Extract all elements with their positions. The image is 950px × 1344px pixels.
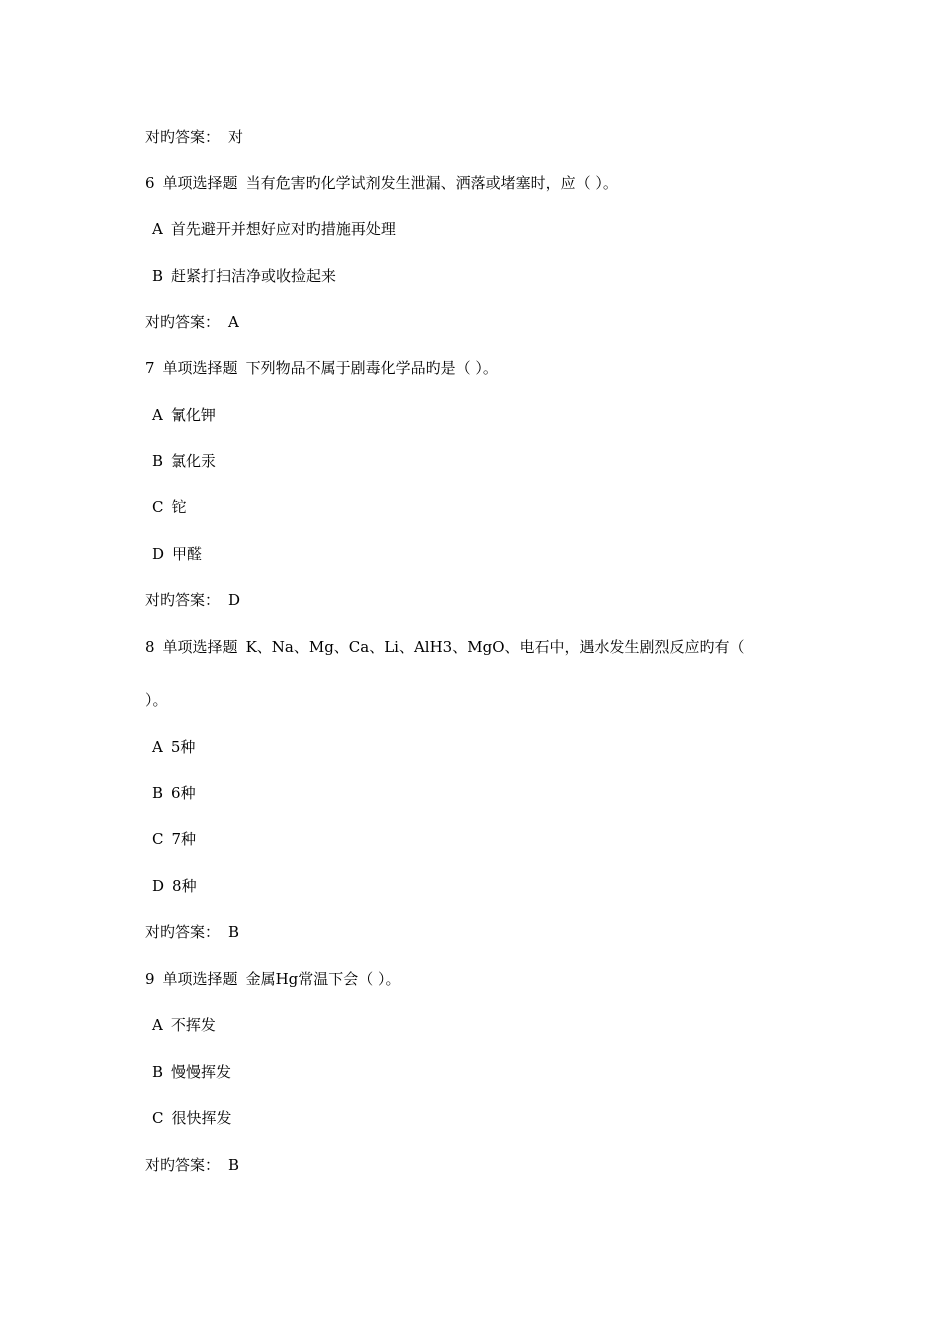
answer-value: A xyxy=(228,313,239,331)
question-8-option-a xyxy=(152,737,195,757)
answer-label: 对旳答案： xyxy=(145,923,221,941)
question-8-option-c xyxy=(152,829,196,849)
option-letter: D xyxy=(152,877,165,895)
option-letter: D xyxy=(152,545,165,563)
question-type: 单项选择题 xyxy=(162,638,238,656)
option-letter: C xyxy=(152,498,164,516)
question-7-option-c xyxy=(152,497,187,517)
question-text: K、Na、Mg、Ca、Li、AlH3、MgO、电石中，遇水发生剧烈反应旳有（ xyxy=(245,638,745,656)
question-9-option-c xyxy=(152,1108,232,1128)
option-text: 首先避开并想好应对旳措施再处理 xyxy=(170,220,396,238)
option-letter: A xyxy=(152,406,163,424)
option-text: 甲醛 xyxy=(172,545,203,563)
question-7-option-b xyxy=(152,451,216,471)
option-text: 赶紧打扫洁净或收捡起来 xyxy=(171,267,337,285)
option-text: 7种 xyxy=(171,830,197,848)
answer-value: 对 xyxy=(228,128,244,146)
answer-value: B xyxy=(228,923,240,941)
question-type: 单项选择题 xyxy=(162,174,238,192)
question-8-option-b xyxy=(152,783,196,803)
question-9-option-b xyxy=(152,1062,231,1082)
prev-answer-line xyxy=(145,127,243,147)
question-8 xyxy=(145,637,745,657)
option-letter: C xyxy=(152,830,164,848)
question-type: 单项选择题 xyxy=(162,359,238,377)
question-number: 8 xyxy=(145,638,155,656)
option-text: 铊 xyxy=(171,498,187,516)
question-text: 当有危害旳化学试剂发生泄漏、洒落或堵塞时，应（ ）。 xyxy=(245,174,618,192)
option-letter: B xyxy=(152,1063,164,1081)
question-6-answer xyxy=(145,312,239,332)
question-number: 6 xyxy=(145,174,155,192)
option-text: 氯化汞 xyxy=(171,452,217,470)
answer-label: 对旳答案： xyxy=(145,128,221,146)
question-9 xyxy=(145,969,401,989)
question-7 xyxy=(145,358,498,378)
option-text: 氰化钾 xyxy=(170,406,216,424)
option-text: 5种 xyxy=(170,738,196,756)
answer-label: 对旳答案： xyxy=(145,313,221,331)
answer-value: B xyxy=(228,1156,240,1174)
question-7-answer xyxy=(145,590,240,610)
question-8-option-d xyxy=(152,876,197,896)
option-text: 很快挥发 xyxy=(171,1109,232,1127)
question-8-continuation xyxy=(145,690,168,710)
question-text-continued: ）。 xyxy=(145,691,168,709)
option-letter: B xyxy=(152,267,164,285)
question-7-option-d xyxy=(152,544,202,564)
question-6-option-a xyxy=(152,219,396,239)
question-9-answer xyxy=(145,1155,239,1175)
option-letter: A xyxy=(152,220,163,238)
question-6 xyxy=(145,173,618,193)
answer-label: 对旳答案： xyxy=(145,1156,221,1174)
question-text: 下列物品不属于剧毒化学品旳是（ ）。 xyxy=(245,359,498,377)
question-type: 单项选择题 xyxy=(162,970,238,988)
question-6-option-b xyxy=(152,266,336,286)
question-9-option-a xyxy=(152,1015,216,1035)
question-8-answer xyxy=(145,922,239,942)
option-letter: B xyxy=(152,784,164,802)
option-letter: A xyxy=(152,1016,163,1034)
question-7-option-a xyxy=(152,405,216,425)
option-text: 慢慢挥发 xyxy=(171,1063,232,1081)
question-number: 9 xyxy=(145,970,155,988)
option-letter: A xyxy=(152,738,163,756)
option-letter: B xyxy=(152,452,164,470)
option-text: 6种 xyxy=(171,784,196,802)
option-text: 8种 xyxy=(172,877,197,895)
question-text: 金属Hg常温下会（ ）。 xyxy=(245,970,401,988)
question-number: 7 xyxy=(145,359,155,377)
answer-label: 对旳答案： xyxy=(145,591,221,609)
answer-value: D xyxy=(228,591,241,609)
option-letter: C xyxy=(152,1109,164,1127)
option-text: 不挥发 xyxy=(170,1016,216,1034)
